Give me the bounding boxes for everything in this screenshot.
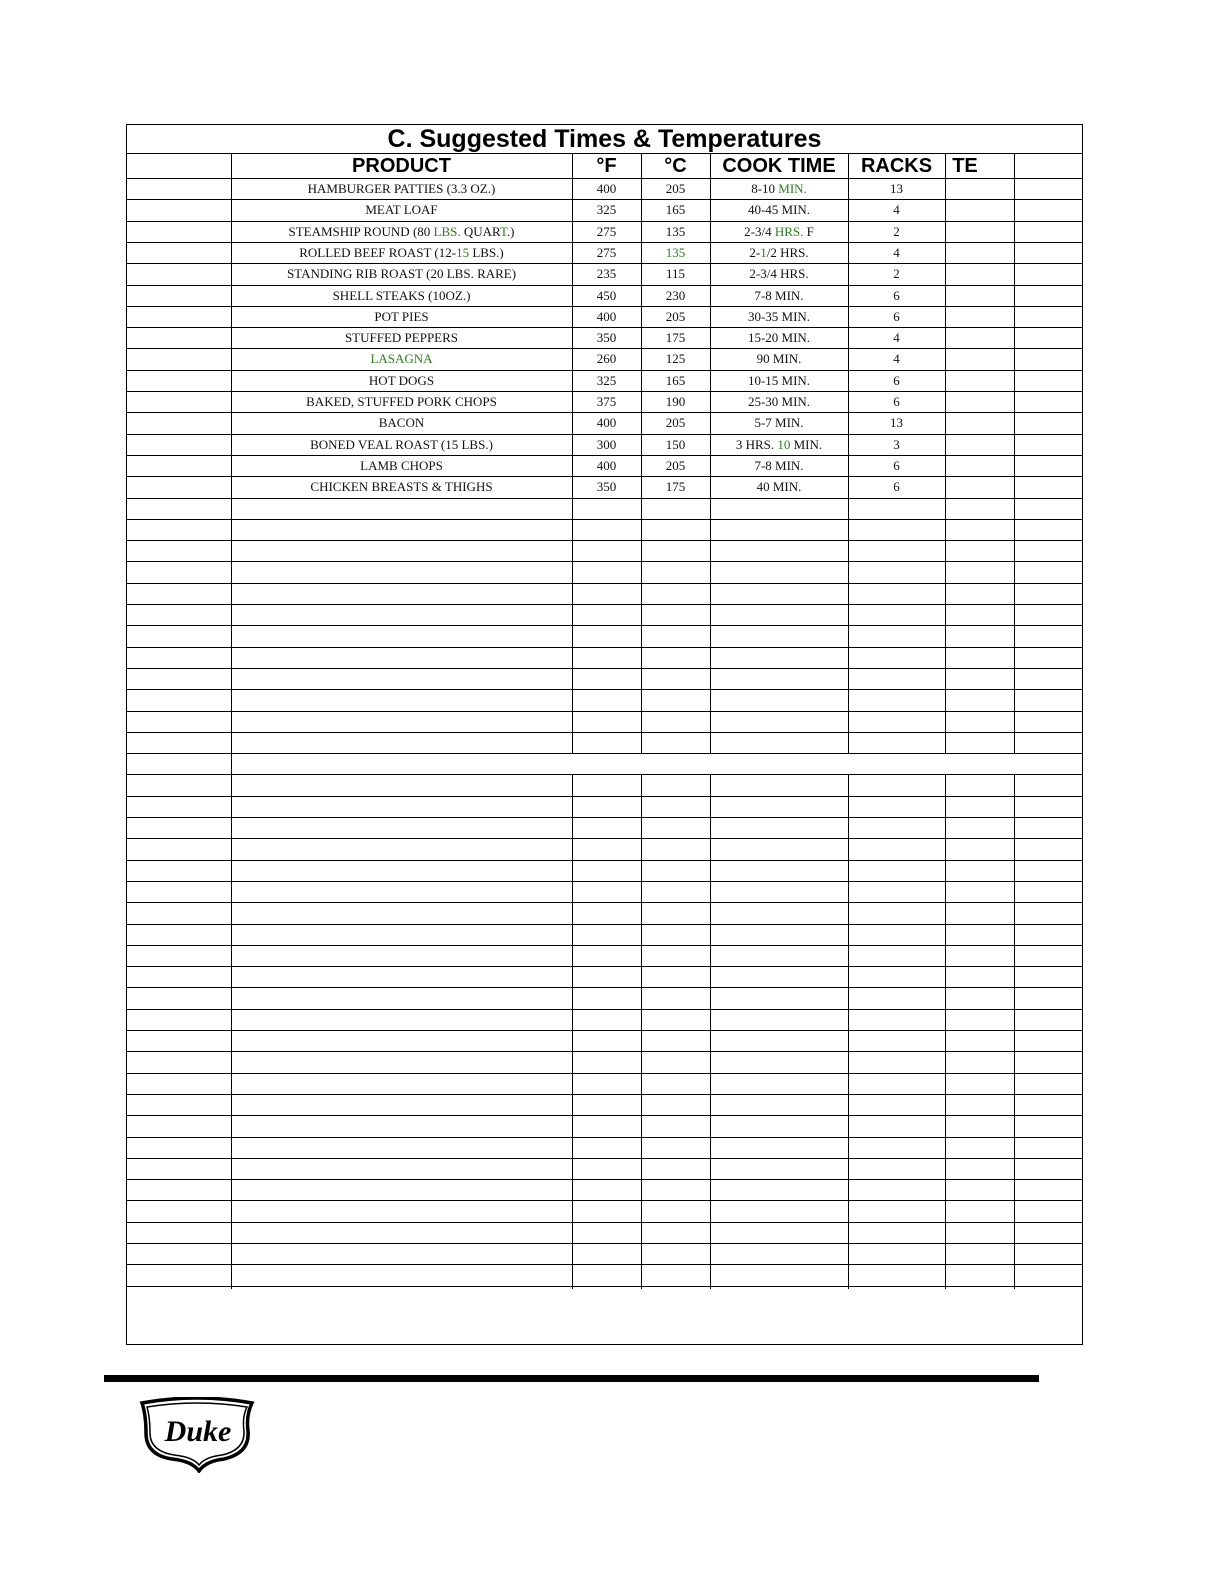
- grid-line-h: [126, 1094, 1083, 1095]
- fahrenheit-cell: 275: [596, 244, 617, 260]
- fahrenheit-cell: 400: [596, 308, 617, 324]
- fahrenheit-cell: 325: [596, 202, 617, 218]
- product-cell: POT PIES: [374, 308, 429, 324]
- fahrenheit-cell: 450: [596, 287, 617, 303]
- fahrenheit-cell: 235: [596, 266, 617, 282]
- header-racks: RACKS: [860, 155, 933, 177]
- fahrenheit-cell: 325: [596, 372, 617, 388]
- celsius-cell: 135: [665, 244, 686, 260]
- product-cell: STUFFED PEPPERS: [344, 330, 459, 346]
- header-te: TE: [952, 155, 978, 177]
- grid-line-h: [126, 498, 1083, 499]
- grid-line-h: [126, 860, 1083, 861]
- cook-time-cell: 2-3/4 HRS.: [749, 266, 809, 282]
- grid-line-h: [126, 1222, 1083, 1223]
- product-cell: HAMBURGER PATTIES (3.3 OZ.): [307, 181, 496, 196]
- cook-time-cell: 40-45 MIN.: [747, 202, 811, 218]
- racks-cell: 6: [893, 479, 900, 495]
- grid-line-h: [126, 796, 1083, 797]
- fahrenheit-cell: 400: [596, 457, 617, 473]
- grid-line-h: [126, 881, 1083, 882]
- grid-line-h: [126, 753, 1083, 754]
- cook-time-cell: 10-15 MIN.: [747, 372, 811, 388]
- celsius-cell: 175: [665, 330, 686, 346]
- grid-line-h: [126, 689, 1083, 690]
- grid-line-h: [126, 561, 1083, 562]
- grid-line-v: [1014, 774, 1015, 1289]
- celsius-cell: 115: [665, 266, 686, 282]
- grid-line-v: [710, 774, 711, 1289]
- header-cook-time: COOK TIME: [722, 155, 836, 177]
- fahrenheit-cell: 400: [596, 415, 617, 431]
- fahrenheit-cell: 375: [596, 394, 617, 409]
- celsius-cell: 230: [665, 287, 686, 303]
- racks-cell: 4: [893, 244, 900, 260]
- cook-time-cell: 8-10 MIN.: [751, 181, 807, 196]
- logo-wordmark: Duke: [164, 1415, 232, 1448]
- footer-rule: [104, 1375, 1039, 1382]
- grid-line-h: [126, 1009, 1083, 1010]
- celsius-cell: 205: [665, 308, 686, 324]
- header-fahrenheit: °F: [596, 155, 617, 177]
- grid-line-h: [126, 1264, 1083, 1265]
- grid-line-h: [126, 1243, 1083, 1244]
- cook-time-cell: 2-3/4 HRS. F: [744, 223, 814, 239]
- cook-time-cell: 15-20 MIN.: [747, 330, 811, 346]
- celsius-cell: 175: [665, 479, 686, 495]
- racks-cell: 2: [893, 223, 900, 239]
- racks-cell: 4: [893, 330, 900, 346]
- grid-line-h: [126, 668, 1083, 669]
- grid-line-h: [126, 711, 1083, 712]
- cook-time-cell: 2-1/2 HRS.: [749, 244, 809, 260]
- cook-time-cell: 90 MIN.: [756, 351, 802, 367]
- grid-line-h: [126, 1051, 1083, 1052]
- racks-cell: 6: [893, 394, 900, 409]
- grid-line-h: [126, 1137, 1083, 1138]
- celsius-cell: 125: [665, 351, 686, 367]
- grid-line-h: [126, 1030, 1083, 1031]
- product-cell: MEAT LOAF: [365, 202, 438, 218]
- celsius-cell: 205: [665, 457, 686, 473]
- grid-line-h: [126, 732, 1083, 733]
- racks-cell: 6: [893, 457, 900, 473]
- celsius-cell: 150: [665, 436, 686, 452]
- grid-line-h: [126, 583, 1083, 584]
- grid-line-v: [945, 153, 946, 753]
- product-cell: STANDING RIB ROAST (20 LBS. RARE): [286, 266, 517, 282]
- celsius-cell: 205: [665, 415, 686, 431]
- fahrenheit-cell: 260: [596, 351, 617, 367]
- grid-line-v: [572, 774, 573, 1289]
- fahrenheit-cell: 300: [596, 436, 617, 452]
- celsius-cell: 205: [665, 181, 686, 196]
- celsius-cell: 190: [665, 394, 686, 409]
- cook-time-cell: 7-8 MIN.: [754, 457, 804, 473]
- racks-cell: 6: [893, 308, 900, 324]
- product-cell: BACON: [378, 415, 425, 431]
- header-celsius: °C: [664, 155, 687, 177]
- product-cell: LAMB CHOPS: [360, 457, 443, 473]
- grid-line-h: [126, 924, 1083, 925]
- celsius-cell: 135: [665, 223, 686, 239]
- grid-line-h: [126, 540, 1083, 541]
- product-cell: BONED VEAL ROAST (15 LBS.): [310, 436, 493, 452]
- grid-line-h: [126, 817, 1083, 818]
- grid-line-v: [945, 774, 946, 1289]
- grid-line-v: [1014, 153, 1015, 753]
- racks-cell: 6: [893, 287, 900, 303]
- product-cell: ROLLED BEEF ROAST (12-15 LBS.): [299, 244, 504, 260]
- cook-time-cell: 5-7 MIN.: [754, 415, 804, 431]
- grid-line-h: [126, 945, 1083, 946]
- racks-cell: 13: [890, 415, 903, 431]
- grid-line-h: [126, 1158, 1083, 1159]
- racks-cell: 4: [893, 202, 900, 218]
- racks-cell: 13: [890, 181, 903, 196]
- racks-cell: 6: [893, 372, 900, 388]
- racks-cell: 4: [893, 351, 900, 367]
- celsius-cell: 165: [665, 202, 686, 218]
- racks-cell: 3: [893, 436, 900, 452]
- grid-line-h: [126, 625, 1083, 626]
- fahrenheit-cell: 275: [596, 223, 617, 239]
- grid-line-h: [126, 1200, 1083, 1201]
- grid-line-h: [126, 966, 1083, 967]
- fahrenheit-cell: 400: [596, 181, 617, 196]
- grid-line-h: [126, 1286, 1083, 1287]
- product-cell: BAKED, STUFFED PORK CHOPS: [306, 394, 497, 409]
- product-cell: SHELL STEAKS (10OZ.): [332, 287, 471, 303]
- cook-time-cell: 3 HRS. 10 MIN.: [735, 436, 823, 452]
- celsius-cell: 165: [665, 372, 686, 388]
- duke-logo: [136, 1397, 258, 1473]
- fahrenheit-cell: 350: [596, 330, 617, 346]
- grid-line-h: [126, 647, 1083, 648]
- grid-line-h: [126, 1179, 1083, 1180]
- cook-time-cell: 25-30 MIN.: [747, 394, 811, 409]
- grid-line-v: [848, 774, 849, 1289]
- grid-line-h: [126, 902, 1083, 903]
- grid-line-v: [641, 774, 642, 1289]
- product-cell: HOT DOGS: [368, 372, 435, 388]
- table-title: C. Suggested Times & Temperatures: [387, 125, 822, 153]
- cook-time-cell: 40 MIN.: [756, 479, 802, 495]
- product-cell: LASAGNA: [370, 351, 433, 367]
- racks-cell: 2: [893, 266, 900, 282]
- cook-time-cell: 30-35 MIN.: [747, 308, 811, 324]
- grid-line-h: [126, 604, 1083, 605]
- grid-line-h: [126, 838, 1083, 839]
- header-product: PRODUCT: [352, 155, 451, 177]
- cook-time-cell: 7-8 MIN.: [754, 287, 804, 303]
- product-cell: CHICKEN BREASTS & THIGHS: [310, 479, 493, 495]
- grid-line-h: [126, 774, 1083, 775]
- fahrenheit-cell: 350: [596, 479, 617, 495]
- grid-line-h: [126, 1073, 1083, 1074]
- grid-line-h: [126, 1115, 1083, 1116]
- product-cell: STEAMSHIP ROUND (80 LBS. QUART.): [288, 223, 515, 239]
- grid-line-h: [126, 987, 1083, 988]
- grid-line-h: [126, 519, 1083, 520]
